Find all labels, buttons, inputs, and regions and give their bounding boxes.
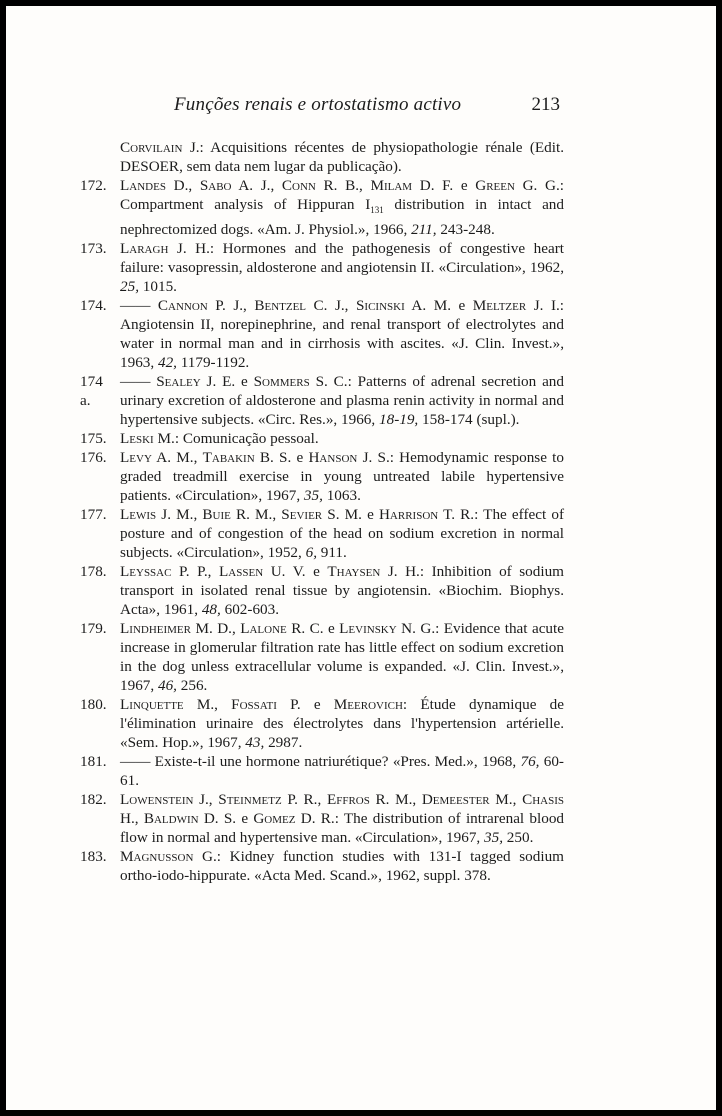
reference-segment: C. J., [306,297,356,315]
volume-number: 25, [120,278,139,296]
volume-number: 6, [305,544,317,562]
author-name: Thaysen [327,563,381,581]
reference-text [120,752,564,790]
author-name: Green [475,177,515,194]
reference-number: 173. [80,240,107,258]
author-name: Linquette [120,696,184,714]
isotope-subscript: 131 [370,205,384,216]
author-name: Meltzer [472,297,527,315]
reference-segment: A. M. e [404,297,473,315]
reference-segment: 1179-1192. [176,354,250,372]
reference-segment: P. R., [281,791,327,809]
reference-text [120,847,564,885]
author-name: Baldwin [143,810,199,828]
book-page [6,6,716,1110]
reference-text [120,372,564,429]
page-header [6,94,716,118]
reference-number: 183. [80,848,107,866]
volume-number: 35, [303,487,323,505]
author-name: Buie [202,506,231,524]
author-name: Magnusson [120,848,194,866]
reference-entry [80,562,564,619]
reference-segment: 911. [317,544,347,562]
author-name: Bentzel [254,297,307,315]
reference-text [120,790,564,847]
author-name: Hanson [308,449,358,467]
reference-segment: 1015. [138,278,177,296]
reference-number: 176. [80,449,107,467]
reference-segment: 250. [503,829,534,847]
reference-segment: J., [193,791,219,809]
reference-segment: P. e [276,696,334,714]
reference-segment: M., [183,696,232,714]
author-name: Effros [326,791,370,809]
reference-segment: 602-603. [220,601,280,619]
reference-segment: 1063. [322,487,361,505]
author-name: Fossati [231,696,277,714]
reference-segment: U. V. e [263,563,328,581]
reference-text [120,505,564,562]
reference-list [80,138,564,885]
reference-text [120,562,564,619]
reference-entry [80,695,564,752]
reference-segment: J. H.: Inhibition of sodium transport in isolated renal tissue by angiotensin. «Biochim. Biophys. Acta», 1961, [120,563,564,619]
author-name: Lindheimer [120,620,191,638]
reference-segment: M. D., [191,620,241,638]
author-name: Leyssac [120,563,172,581]
reference-segment: S. C.: Patterns of adrenal secretion and urinary excretion of aldosterone and plasma renin activity in normal and hypertensive subjects. «Circ. Res.», 1966, [120,373,564,429]
reference-segment: R. M., [369,791,422,809]
reference-text [120,619,564,695]
reference-segment: D., [165,177,200,194]
author-name: Levy [120,449,152,467]
author-name: Sealey [156,373,201,391]
reference-segment: B. S. e [254,449,309,467]
reference-text [120,138,564,176]
author-name: Sommers [253,373,310,391]
reference-segment: G. G.: Compartment analysis of Hippuran I [120,177,564,213]
reference-segment: 2987. [264,734,303,752]
volume-number: 35, [484,829,503,847]
reference-segment: —— [120,297,158,315]
reference-segment: R. B., [315,177,371,194]
author-name: Demeester [421,791,490,809]
reference-segment: —— Existe-t-il une hormone natriurétique? «Pres. Med.», 1968, [120,753,521,771]
reference-segment: A. M., [151,449,203,467]
reference-segment: M., [489,791,523,809]
reference-entry [80,176,564,239]
reference-segment: D. R.: The distribution of intrarenal blood flow in normal and hypertensive man. «Circulation», 1967, [120,810,565,847]
reference-segment: P. P., [171,563,220,581]
reference-text [120,429,564,448]
author-name: Leski [120,430,154,448]
reference-number: 179. [80,620,107,638]
reference-number: 175. [80,430,107,448]
reference-entry [80,790,564,847]
reference-number: 181. [80,753,107,771]
reference-number: 177. [80,506,107,524]
author-name: Steinmetz [218,791,282,809]
reference-segment: S. M. e [322,506,379,524]
reference-number: 180. [80,696,107,714]
reference-entry [80,372,564,429]
reference-entry [80,448,564,505]
author-name: Lewis [120,506,157,524]
reference-segment: —— [120,373,157,391]
reference-number: 172. [80,177,107,194]
author-name: Sicinski [355,297,405,315]
reference-segment: N. G.: Evidence that acute increase in glomerular filtration rate has little effect on sodium excretion in the dog unless extracellular volume is expanded. «J. Clin. Invest.», 1967, [120,620,564,695]
reference-entry [80,239,564,296]
author-name: Lowenstein [120,791,194,809]
author-name: Tabakin [202,449,255,467]
reference-segment: G.: Kidney function studies with 131-I tagged sodium ortho-iodo-hippurate. «Acta Med. Scand.», 1962, suppl. 378. [120,848,564,885]
author-name: Lalone [240,620,287,638]
author-name: Laragh [120,240,169,258]
author-name: Sabo [199,177,232,194]
reference-segment: P. J., [207,297,255,315]
reference-segment: T. R.: The effect of posture and of congestion of the head on sodium excretion in normal subjects. «Circulation», 1952, [120,506,564,562]
page-number: 213 [531,94,560,115]
reference-text [120,239,564,296]
reference-segment: R. C. e [286,620,340,638]
reference-entry [80,847,564,885]
author-name: Lassen [219,563,264,581]
reference-segment: distribution in intact and nephrectomized dogs. «Am. J. Physiol.», 1966, [120,196,564,239]
author-name: Chasis [522,791,564,809]
author-name: Conn [281,177,316,194]
reference-segment: M.: Comunicação pessoal. [153,430,319,448]
author-name: Harrison [378,506,439,524]
reference-number: 182. [80,791,107,809]
reference-segment: : Étude dynamique de l'élimination urinaire des électrolytes dans l'hypertension artérielle. «Sem. Hop.», 1967, [120,696,564,752]
reference-entry [80,505,564,562]
reference-entry [80,138,564,176]
reference-entry [80,752,564,790]
volume-number: 43, [245,734,265,752]
reference-segment: 158-174 (supl.). [418,411,520,429]
reference-segment: H., [120,810,144,828]
reference-segment: J. S.: Hemodynamic response to graded treadmill exercise in young untreated labile hypertensive patients. «Circulation», 1967, [120,449,564,505]
volume-number: 46, [157,677,177,695]
volume-number: 18-19, [379,411,419,429]
reference-segment: A. J., [231,177,282,194]
author-name: Cannon [157,297,208,315]
reference-segment: 60-61. [120,753,564,790]
volume-number: 76, [520,753,540,771]
reference-entry [80,619,564,695]
reference-number: 174. [80,297,107,315]
reference-text [120,176,564,239]
author-name: Landes [120,177,166,194]
author-name: Milam [370,177,413,194]
reference-number: 178. [80,563,107,581]
reference-text [120,448,564,505]
reference-segment: 243-248. [436,221,495,239]
author-name: Gomez [253,810,296,828]
reference-entry [80,296,564,372]
reference-segment: D. S. e [198,810,254,828]
reference-segment: J.: Acquisitions récentes de physiopathologie rénale (Edit. DESOER, sem data nem lugar da publicação). [120,139,564,175]
reference-segment: R. M., [230,506,282,524]
reference-segment: J. E. e [200,373,254,391]
volume-number: 48, [201,601,221,619]
running-title: Funções renais e ortostatismo activo [174,94,462,115]
author-name: Levinsky [339,620,397,638]
reference-text [120,695,564,752]
author-name: Corvilain [120,139,183,156]
volume-number: 211, [411,221,437,239]
volume-number: 42, [157,354,177,372]
reference-segment: 256. [176,677,208,695]
reference-number: 174 a. [80,373,103,410]
reference-segment: J. I.: Angiotensin II, norepinephrine, and renal transport of electrolytes and water in normal man and in cirrhosis with ascites. «J. Clin. Invest.», 1963, [120,297,565,372]
reference-segment: J. H.: Hormones and the pathogenesis of congestive heart failure: vasopressin, aldosterone and angiotensin II. «Circulation», 1962, [120,240,564,277]
reference-text [120,296,564,372]
author-name: Meerovich [333,696,403,714]
reference-entry [80,429,564,448]
reference-segment: J. M., [156,506,203,524]
author-name: Sevier [281,506,323,524]
reference-segment: D. F. e [412,177,476,194]
